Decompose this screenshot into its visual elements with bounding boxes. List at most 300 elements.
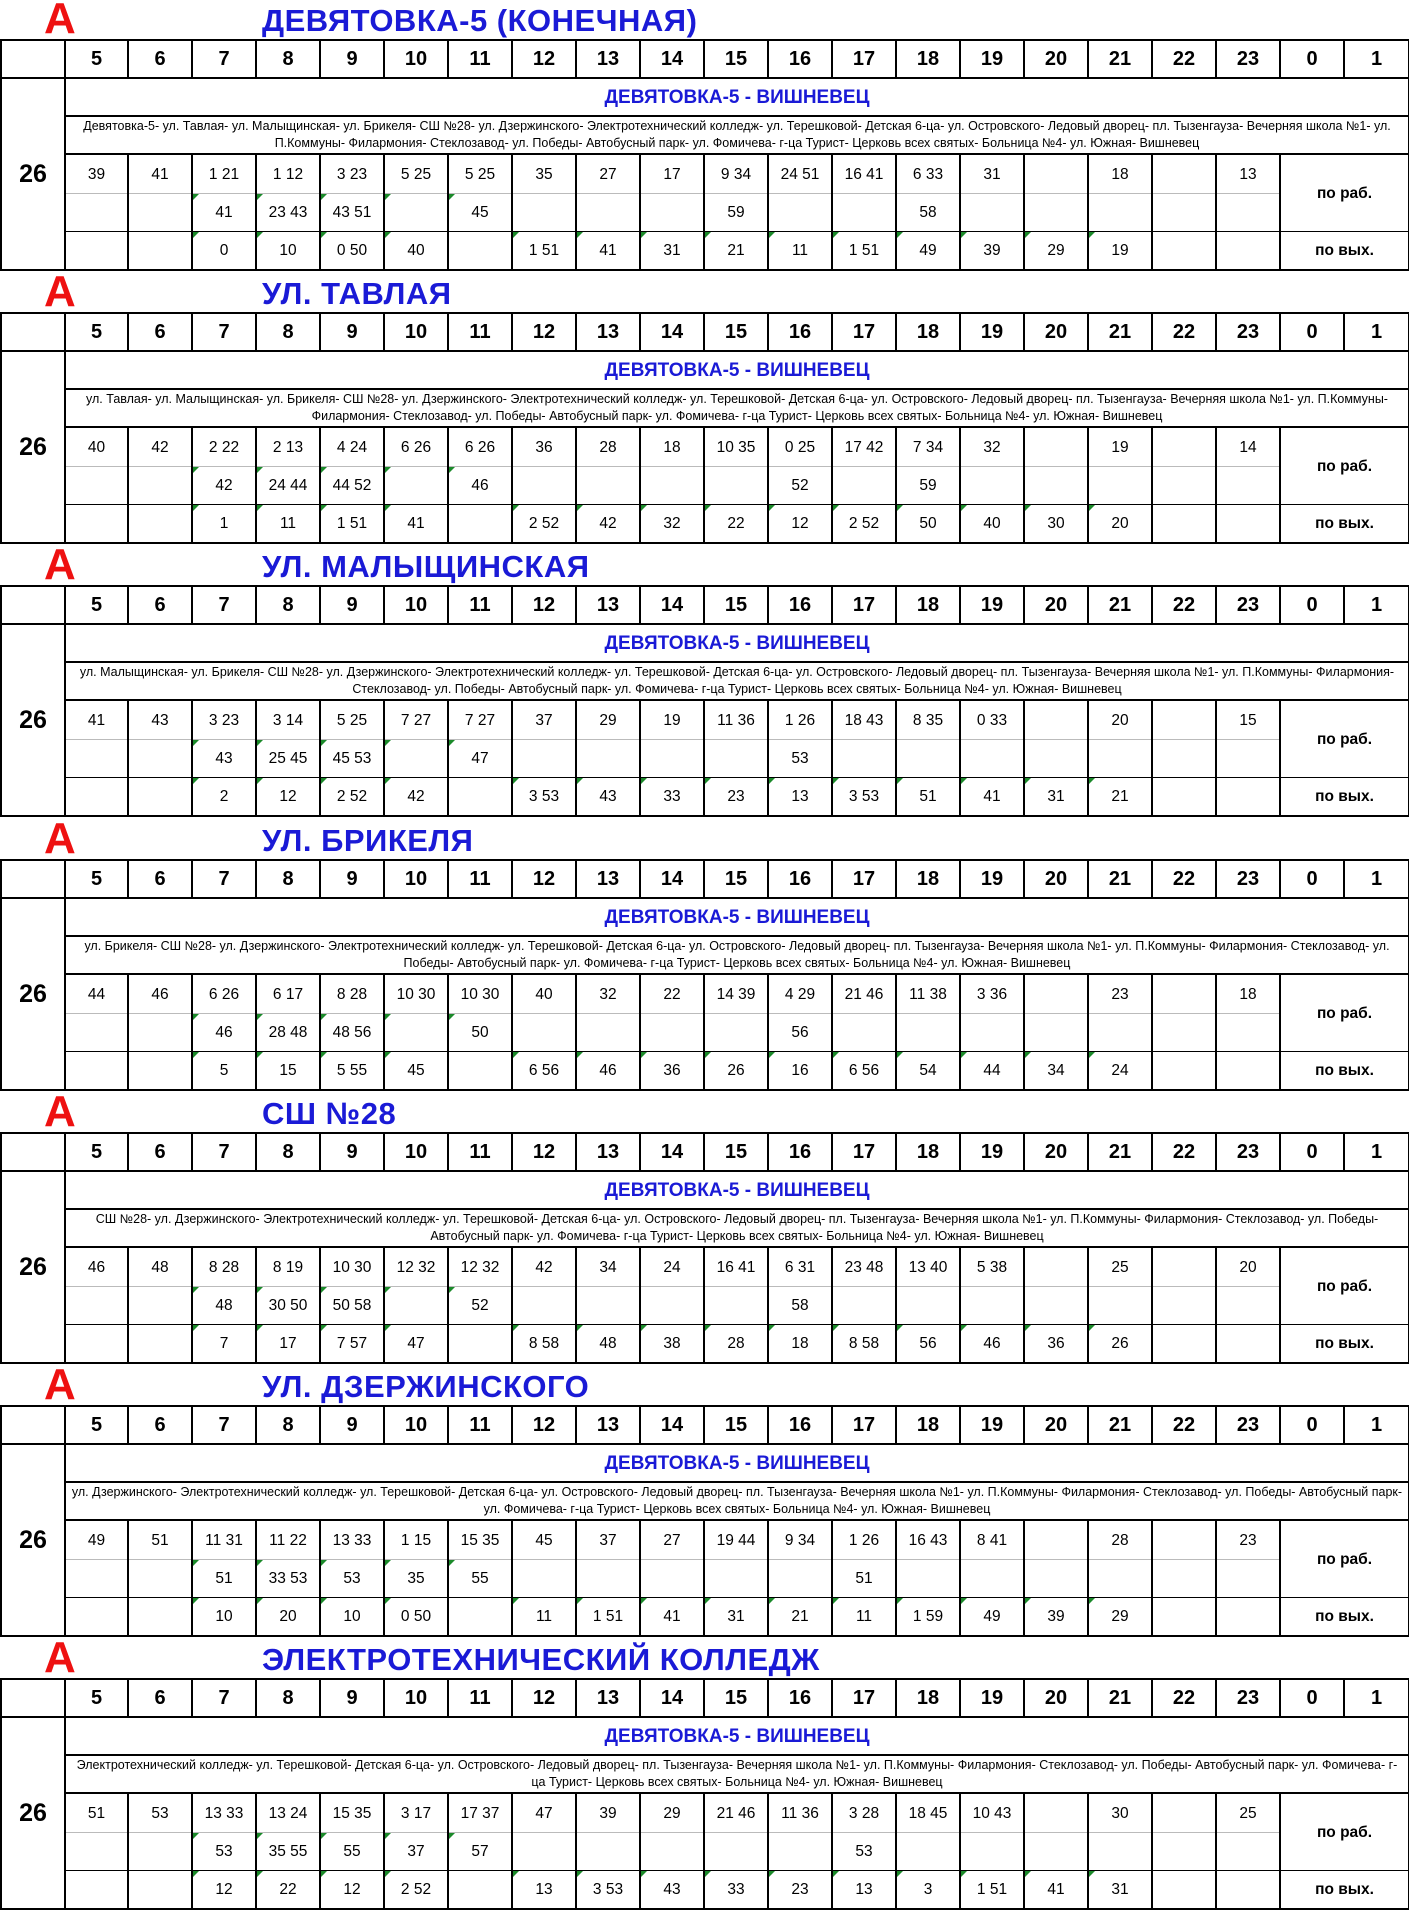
hour-header: 15 — [704, 1133, 768, 1171]
hours-row — [1, 313, 1409, 351]
departure-minutes: 41 — [192, 194, 256, 232]
hour-header: 11 — [448, 313, 512, 351]
departure-minutes: 41 — [960, 778, 1024, 817]
departure-minutes: 12 32 — [448, 1247, 512, 1287]
departure-minutes — [1152, 154, 1216, 194]
departure-minutes: 12 32 — [384, 1247, 448, 1287]
hour-header: 1 — [1344, 313, 1409, 351]
departure-minutes — [1152, 467, 1216, 505]
departure-minutes: 20 — [1216, 1247, 1280, 1287]
hour-header: 5 — [65, 313, 128, 351]
departure-minutes: 24 — [1088, 1052, 1152, 1091]
departure-minutes: 6 56 — [512, 1052, 576, 1091]
departure-minutes: 33 — [704, 1871, 768, 1910]
hour-header: 13 — [576, 860, 640, 898]
stop-title-row — [0, 1087, 1409, 1136]
corner-cell — [1, 40, 65, 78]
hours-row — [1, 586, 1409, 624]
departure-minutes — [1024, 1833, 1088, 1871]
departure-minutes: 29 — [1024, 232, 1088, 271]
hour-header: 9 — [320, 860, 384, 898]
departure-minutes: 47 — [384, 1325, 448, 1364]
departure-minutes — [1152, 1287, 1216, 1325]
departure-minutes: 57 — [448, 1833, 512, 1871]
hour-header: 19 — [960, 40, 1024, 78]
departure-minutes: 6 26 — [448, 427, 512, 467]
departure-minutes: 32 — [640, 505, 704, 544]
departure-minutes — [704, 1833, 768, 1871]
departure-minutes: 1 51 — [512, 232, 576, 271]
departure-minutes: 46 — [65, 1247, 128, 1287]
hour-header: 8 — [256, 1133, 320, 1171]
departure-minutes: 18 45 — [896, 1793, 960, 1833]
departure-minutes: 55 — [320, 1833, 384, 1871]
hour-header: 6 — [128, 1679, 192, 1717]
hour-header: 20 — [1024, 1133, 1088, 1171]
hour-header: 19 — [960, 586, 1024, 624]
departure-minutes — [128, 194, 192, 232]
hour-header: 11 — [448, 1679, 512, 1717]
departure-minutes: 31 — [1024, 778, 1088, 817]
departure-minutes — [128, 467, 192, 505]
hour-header: 12 — [512, 1133, 576, 1171]
hour-header: 17 — [832, 1406, 896, 1444]
route-number: 26 — [1, 78, 65, 270]
stop-letter: А — [44, 1360, 76, 1409]
departure-minutes: 41 — [1024, 1871, 1088, 1910]
departure-minutes: 2 13 — [256, 427, 320, 467]
departure-minutes: 28 — [1088, 1520, 1152, 1560]
hour-header: 17 — [832, 1679, 896, 1717]
departure-minutes: 56 — [768, 1014, 832, 1052]
departure-minutes — [1216, 194, 1280, 232]
departure-minutes — [1024, 1520, 1088, 1560]
departure-minutes — [65, 1014, 128, 1052]
hour-header: 6 — [128, 1406, 192, 1444]
departure-minutes: 49 — [960, 1598, 1024, 1637]
departure-minutes — [576, 1287, 640, 1325]
workday-label: по раб. — [1280, 974, 1409, 1052]
weekend-label: по вых. — [1280, 778, 1409, 817]
hour-header: 9 — [320, 1133, 384, 1171]
departure-minutes: 8 58 — [512, 1325, 576, 1364]
hour-header: 1 — [1344, 1133, 1409, 1171]
departure-minutes — [1088, 467, 1152, 505]
departure-minutes: 19 — [1088, 427, 1152, 467]
departure-minutes — [448, 232, 512, 271]
departure-minutes — [512, 1560, 576, 1598]
departure-minutes — [768, 1560, 832, 1598]
hour-header: 19 — [960, 1679, 1024, 1717]
departure-minutes — [512, 467, 576, 505]
hour-header: 16 — [768, 860, 832, 898]
hour-header: 16 — [768, 40, 832, 78]
departure-minutes: 42 — [384, 778, 448, 817]
hour-header: 15 — [704, 586, 768, 624]
departure-minutes: 0 50 — [320, 232, 384, 271]
hour-header: 10 — [384, 860, 448, 898]
stop-letter: А — [44, 1087, 76, 1136]
schedule-table — [0, 39, 1409, 271]
hour-header: 18 — [896, 313, 960, 351]
departure-minutes: 10 — [320, 1598, 384, 1637]
weekend-label: по вых. — [1280, 1871, 1409, 1910]
departure-minutes — [1024, 194, 1088, 232]
departure-minutes: 31 — [1088, 1871, 1152, 1910]
departure-minutes: 11 31 — [192, 1520, 256, 1560]
hour-header: 20 — [1024, 1679, 1088, 1717]
route-number: 26 — [1, 351, 65, 543]
hour-header: 23 — [1216, 1679, 1280, 1717]
departure-minutes: 20 — [1088, 700, 1152, 740]
departure-minutes — [832, 1014, 896, 1052]
departure-minutes: 25 — [1216, 1793, 1280, 1833]
departure-minutes — [1216, 467, 1280, 505]
departure-minutes: 8 35 — [896, 700, 960, 740]
departure-minutes: 28 — [704, 1325, 768, 1364]
departure-minutes — [128, 740, 192, 778]
departure-minutes: 16 41 — [832, 154, 896, 194]
weekend-label: по вых. — [1280, 1052, 1409, 1091]
hour-header: 17 — [832, 40, 896, 78]
hour-header: 21 — [1088, 1406, 1152, 1444]
departure-minutes — [896, 1833, 960, 1871]
departure-minutes: 26 — [1088, 1325, 1152, 1364]
departure-minutes: 14 39 — [704, 974, 768, 1014]
departure-minutes: 1 51 — [320, 505, 384, 544]
departure-minutes: 43 — [640, 1871, 704, 1910]
workday-times-row — [1, 1560, 1409, 1598]
stop-block — [0, 1360, 1409, 1639]
route-direction: ДЕВЯТОВКА-5 - ВИШНЕВЕЦ — [65, 1717, 1409, 1755]
departure-minutes — [576, 194, 640, 232]
hour-header: 1 — [1344, 1406, 1409, 1444]
departure-minutes: 3 53 — [832, 778, 896, 817]
departure-minutes: 42 — [512, 1247, 576, 1287]
departure-minutes — [1152, 1247, 1216, 1287]
departure-minutes — [1216, 1325, 1280, 1364]
departure-minutes: 45 53 — [320, 740, 384, 778]
departure-minutes: 10 — [192, 1598, 256, 1637]
hour-header: 7 — [192, 586, 256, 624]
stop-block — [0, 267, 1409, 546]
stop-name: УЛ. МАЛЫЩИНСКАЯ — [262, 549, 590, 584]
weekend-label: по вых. — [1280, 505, 1409, 544]
hour-header: 0 — [1280, 40, 1344, 78]
hour-header: 21 — [1088, 1133, 1152, 1171]
departure-minutes: 15 — [256, 1052, 320, 1091]
departure-minutes: 10 43 — [960, 1793, 1024, 1833]
departure-minutes: 54 — [896, 1052, 960, 1091]
hour-header: 14 — [640, 313, 704, 351]
weekend-label: по вых. — [1280, 232, 1409, 271]
departure-minutes: 43 — [192, 740, 256, 778]
departure-minutes: 45 — [448, 194, 512, 232]
hour-header: 5 — [65, 860, 128, 898]
hours-row — [1, 1679, 1409, 1717]
departure-minutes — [960, 467, 1024, 505]
departure-minutes — [640, 194, 704, 232]
hour-header: 6 — [128, 313, 192, 351]
departure-minutes: 43 — [128, 700, 192, 740]
hour-header: 8 — [256, 586, 320, 624]
departure-minutes: 48 — [576, 1325, 640, 1364]
departure-minutes: 3 17 — [384, 1793, 448, 1833]
departure-minutes — [576, 1560, 640, 1598]
hour-header: 10 — [384, 1679, 448, 1717]
departure-minutes: 23 43 — [256, 194, 320, 232]
departure-minutes: 29 — [640, 1793, 704, 1833]
departure-minutes: 23 — [1088, 974, 1152, 1014]
departure-minutes: 15 35 — [320, 1793, 384, 1833]
departure-minutes: 26 — [704, 1052, 768, 1091]
workday-times-row — [1, 974, 1409, 1014]
departure-minutes — [128, 1560, 192, 1598]
departure-minutes — [1216, 1871, 1280, 1910]
departure-minutes: 48 56 — [320, 1014, 384, 1052]
hour-header: 1 — [1344, 1679, 1409, 1717]
departure-minutes: 11 — [768, 232, 832, 271]
departure-minutes: 12 — [320, 1871, 384, 1910]
hour-header: 13 — [576, 313, 640, 351]
departure-minutes: 18 — [640, 427, 704, 467]
departure-minutes: 53 — [320, 1560, 384, 1598]
hour-header: 12 — [512, 313, 576, 351]
departure-minutes — [128, 1325, 192, 1364]
departure-minutes: 30 — [1088, 1793, 1152, 1833]
hour-header: 15 — [704, 1679, 768, 1717]
departure-minutes: 13 40 — [896, 1247, 960, 1287]
workday-label: по раб. — [1280, 1520, 1409, 1598]
departure-minutes: 51 — [832, 1560, 896, 1598]
hour-header: 8 — [256, 40, 320, 78]
departure-minutes: 31 — [704, 1598, 768, 1637]
departure-minutes: 1 51 — [960, 1871, 1024, 1910]
hour-header: 16 — [768, 586, 832, 624]
departure-minutes — [896, 1287, 960, 1325]
hour-header: 10 — [384, 586, 448, 624]
hour-header: 17 — [832, 1133, 896, 1171]
departure-minutes — [1152, 1520, 1216, 1560]
hours-row — [1, 860, 1409, 898]
departure-minutes: 30 50 — [256, 1287, 320, 1325]
departure-minutes: 53 — [128, 1793, 192, 1833]
hour-header: 8 — [256, 1406, 320, 1444]
hour-header: 18 — [896, 860, 960, 898]
departure-minutes: 3 14 — [256, 700, 320, 740]
hour-header: 14 — [640, 1133, 704, 1171]
workday-label: по раб. — [1280, 154, 1409, 232]
departure-minutes: 13 — [512, 1871, 576, 1910]
workday-label: по раб. — [1280, 1793, 1409, 1871]
departure-minutes — [640, 467, 704, 505]
hour-header: 23 — [1216, 313, 1280, 351]
stop-letter: А — [44, 814, 76, 863]
departure-minutes — [65, 505, 128, 544]
departure-minutes — [448, 1871, 512, 1910]
departure-minutes: 50 — [448, 1014, 512, 1052]
hour-header: 6 — [128, 40, 192, 78]
departure-minutes: 18 — [768, 1325, 832, 1364]
departure-minutes: 28 48 — [256, 1014, 320, 1052]
departure-minutes — [832, 740, 896, 778]
workday-label: по раб. — [1280, 1247, 1409, 1325]
weekend-label: по вых. — [1280, 1598, 1409, 1637]
departure-minutes: 10 — [256, 232, 320, 271]
departure-minutes: 9 34 — [704, 154, 768, 194]
departure-minutes: 8 28 — [192, 1247, 256, 1287]
departure-minutes: 11 22 — [256, 1520, 320, 1560]
hour-header: 19 — [960, 860, 1024, 898]
departure-minutes: 20 — [256, 1598, 320, 1637]
departure-minutes — [1216, 232, 1280, 271]
departure-minutes: 11 — [256, 505, 320, 544]
departure-minutes — [1024, 154, 1088, 194]
departure-minutes: 7 — [192, 1325, 256, 1364]
departure-minutes: 1 59 — [896, 1598, 960, 1637]
departure-minutes: 5 25 — [448, 154, 512, 194]
stop-name: ДЕВЯТОВКА-5 (КОНЕЧНАЯ) — [262, 3, 698, 38]
departure-minutes: 36 — [640, 1052, 704, 1091]
departure-minutes: 18 — [1216, 974, 1280, 1014]
departure-minutes: 16 — [768, 1052, 832, 1091]
hour-header: 0 — [1280, 1679, 1344, 1717]
departure-minutes — [1152, 1325, 1216, 1364]
departure-minutes: 22 — [256, 1871, 320, 1910]
departure-minutes — [576, 467, 640, 505]
departure-minutes — [1152, 1052, 1216, 1091]
departure-minutes: 51 — [896, 778, 960, 817]
hour-header: 18 — [896, 1133, 960, 1171]
departure-minutes: 35 — [512, 154, 576, 194]
hour-header: 22 — [1152, 1406, 1216, 1444]
stop-title-row — [0, 0, 1409, 43]
departure-minutes: 3 28 — [832, 1793, 896, 1833]
departure-minutes: 8 41 — [960, 1520, 1024, 1560]
hour-header: 19 — [960, 1133, 1024, 1171]
hour-header: 22 — [1152, 313, 1216, 351]
departure-minutes — [512, 740, 576, 778]
hour-header: 13 — [576, 586, 640, 624]
departure-minutes — [896, 1014, 960, 1052]
departure-minutes — [1216, 1560, 1280, 1598]
route-direction: ДЕВЯТОВКА-5 - ВИШНЕВЕЦ — [65, 1444, 1409, 1482]
departure-minutes — [65, 1287, 128, 1325]
departure-minutes: 2 52 — [320, 778, 384, 817]
departure-minutes: 3 23 — [192, 700, 256, 740]
hour-header: 22 — [1152, 860, 1216, 898]
departure-minutes: 35 55 — [256, 1833, 320, 1871]
departure-minutes: 47 — [512, 1793, 576, 1833]
workday-label: по раб. — [1280, 427, 1409, 505]
departure-minutes: 59 — [896, 467, 960, 505]
departure-minutes: 3 53 — [512, 778, 576, 817]
departure-minutes: 43 — [576, 778, 640, 817]
departure-minutes — [512, 1014, 576, 1052]
departure-minutes — [65, 467, 128, 505]
departure-minutes — [1152, 1871, 1216, 1910]
hour-header: 7 — [192, 1406, 256, 1444]
departure-minutes: 10 30 — [384, 974, 448, 1014]
departure-minutes — [448, 1325, 512, 1364]
stop-letter: А — [44, 267, 76, 316]
departure-minutes — [960, 1833, 1024, 1871]
stop-block — [0, 0, 1409, 273]
departure-minutes — [65, 1871, 128, 1910]
departure-minutes: 1 15 — [384, 1520, 448, 1560]
hour-header: 21 — [1088, 860, 1152, 898]
departure-minutes: 13 24 — [256, 1793, 320, 1833]
hour-header: 14 — [640, 586, 704, 624]
hour-header: 12 — [512, 1406, 576, 1444]
departure-minutes: 11 — [512, 1598, 576, 1637]
departure-minutes — [1024, 740, 1088, 778]
departure-minutes — [1216, 505, 1280, 544]
departure-minutes — [704, 1014, 768, 1052]
hour-header: 21 — [1088, 1679, 1152, 1717]
departure-minutes: 6 31 — [768, 1247, 832, 1287]
hour-header: 18 — [896, 40, 960, 78]
departure-minutes — [384, 1287, 448, 1325]
schedule-table — [0, 312, 1409, 544]
departure-minutes: 7 34 — [896, 427, 960, 467]
hour-header: 10 — [384, 1133, 448, 1171]
hour-header: 0 — [1280, 586, 1344, 624]
departure-minutes: 39 — [1024, 1598, 1088, 1637]
departure-minutes: 32 — [576, 974, 640, 1014]
departure-minutes — [448, 1052, 512, 1091]
hour-header: 16 — [768, 313, 832, 351]
departure-minutes — [896, 740, 960, 778]
departure-minutes — [576, 740, 640, 778]
workday-label: по раб. — [1280, 700, 1409, 778]
departure-minutes — [1024, 1287, 1088, 1325]
departure-minutes — [1152, 505, 1216, 544]
departure-minutes: 5 38 — [960, 1247, 1024, 1287]
hour-header: 10 — [384, 40, 448, 78]
hour-header: 14 — [640, 40, 704, 78]
departure-minutes: 5 25 — [320, 700, 384, 740]
departure-minutes: 21 — [768, 1598, 832, 1637]
hour-header: 21 — [1088, 313, 1152, 351]
hour-header: 23 — [1216, 40, 1280, 78]
departure-minutes — [384, 467, 448, 505]
hour-header: 0 — [1280, 1133, 1344, 1171]
departure-minutes: 23 — [1216, 1520, 1280, 1560]
hours-row — [1, 40, 1409, 78]
departure-minutes: 18 — [1088, 154, 1152, 194]
departure-minutes — [1152, 427, 1216, 467]
departure-minutes: 37 — [512, 700, 576, 740]
departure-minutes: 10 30 — [320, 1247, 384, 1287]
departure-minutes: 1 26 — [768, 700, 832, 740]
departure-minutes — [832, 1287, 896, 1325]
departure-minutes — [896, 1560, 960, 1598]
departure-minutes: 17 37 — [448, 1793, 512, 1833]
hour-header: 9 — [320, 40, 384, 78]
departure-minutes — [128, 232, 192, 271]
departure-minutes: 10 35 — [704, 427, 768, 467]
departure-minutes — [512, 1833, 576, 1871]
departure-minutes — [128, 1871, 192, 1910]
hour-header: 16 — [768, 1406, 832, 1444]
departure-minutes — [640, 1833, 704, 1871]
departure-minutes: 15 35 — [448, 1520, 512, 1560]
route-direction: ДЕВЯТОВКА-5 - ВИШНЕВЕЦ — [65, 351, 1409, 389]
hour-header: 21 — [1088, 40, 1152, 78]
departure-minutes: 2 22 — [192, 427, 256, 467]
departure-minutes — [512, 194, 576, 232]
